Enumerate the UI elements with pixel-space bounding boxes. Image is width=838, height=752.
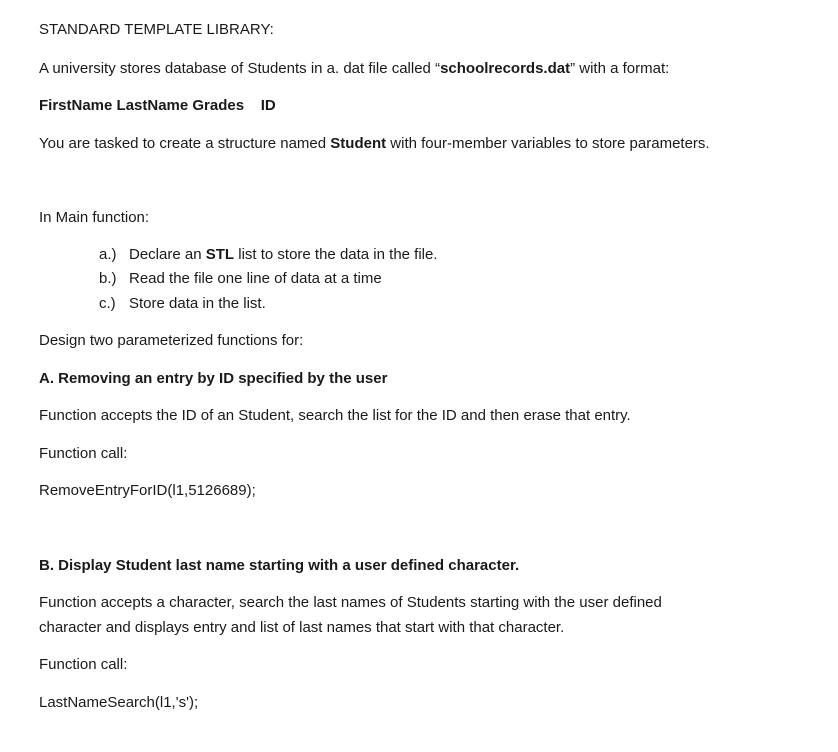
function-b-description-line1: Function accepts a character, search the last names of Students starting with the user defined bbox=[39, 594, 662, 611]
record-format: FirstName LastName Grades ID bbox=[39, 97, 276, 114]
function-a-call: RemoveEntryForID(l1,5126689); bbox=[39, 482, 256, 499]
intro-text-end: ” with a format: bbox=[570, 60, 670, 77]
list-item-label: c.) bbox=[99, 295, 116, 312]
list-item-text: Read the file one line of data at a time bbox=[129, 270, 382, 287]
task-paragraph bbox=[39, 135, 710, 152]
function-a-description: Function accepts the ID of an Student, search the list for the ID and then erase that entry. bbox=[39, 407, 631, 424]
list-item bbox=[99, 295, 266, 312]
intro-text: A university stores database of Students in a. dat file called “ bbox=[39, 60, 441, 77]
task-text-end: with four-member variables to store parameters. bbox=[386, 135, 710, 152]
list-item-label: b.) bbox=[99, 270, 117, 287]
struct-name: Student bbox=[330, 135, 387, 152]
stl-term: STL bbox=[205, 246, 235, 263]
document-heading: STANDARD TEMPLATE LIBRARY: bbox=[39, 21, 274, 38]
main-function-heading: In Main function: bbox=[39, 209, 150, 226]
function-b-call-label: Function call: bbox=[39, 656, 128, 673]
function-b-title: B. Display Student last name starting with a user defined character. bbox=[39, 557, 520, 574]
intro-paragraph bbox=[39, 60, 669, 77]
design-line: Design two parameterized functions for: bbox=[39, 332, 304, 349]
list-item-label: a.) bbox=[99, 246, 117, 263]
filename: schoolrecords.dat bbox=[440, 60, 571, 77]
function-a-call-label: Function call: bbox=[39, 445, 128, 462]
list-item-text: Declare an bbox=[129, 246, 206, 263]
list-item bbox=[99, 246, 438, 263]
list-item bbox=[99, 270, 382, 287]
function-b-call: LastNameSearch(l1,'s'); bbox=[39, 694, 199, 711]
list-item-text: Store data in the list. bbox=[129, 295, 266, 312]
function-a-title: A. Removing an entry by ID specified by the user bbox=[39, 370, 388, 387]
task-text: You are tasked to create a structure named bbox=[39, 135, 331, 152]
list-item-text-end: list to store the data in the file. bbox=[234, 246, 438, 263]
function-b-description-line2: character and displays entry and list of last names that start with that character. bbox=[39, 619, 565, 636]
